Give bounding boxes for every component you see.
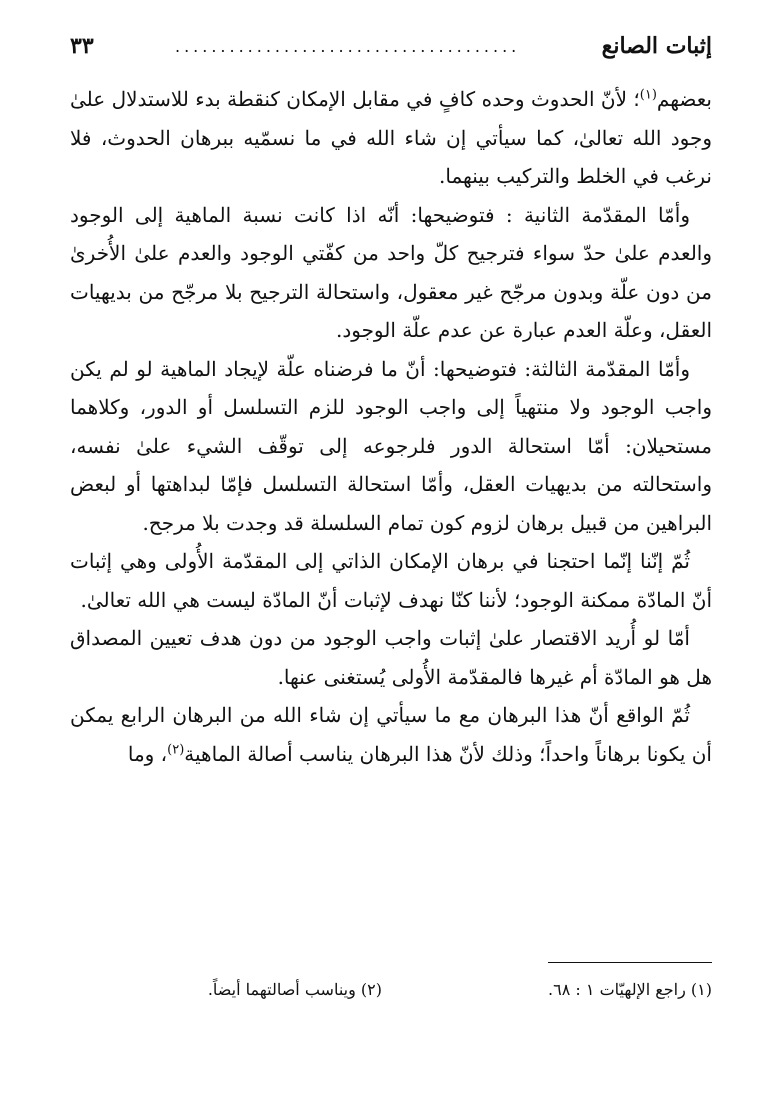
main-text (70, 80, 712, 773)
paragraph-6-start: ثُمّ الواقع أنّ هذا البرهان مع ما سيأتي إن شاء الله من البرهان الرابع يمكن أن يكونا برهاناً واحداً؛ وذلك لأنّ هذا البرهان يناسب أصالة الماهية (70, 703, 712, 766)
footnote-ref-2: (٢) (167, 741, 185, 757)
leader-dots: ...................................... (174, 36, 521, 56)
page-number: ٣٣ (70, 33, 94, 59)
running-header (70, 28, 712, 64)
paragraph-1 (70, 80, 712, 196)
chapter-title: إثبات الصانع (601, 33, 712, 59)
paragraph-3: وأمّا المقدّمة الثالثة: فتوضيحها: أنّ ما فرضناه علّة لإيجاد الماهية لو لم يكن واجب الوجود ولا منتهياً إلى واجب الوجود للزم التسلسل أو الدور، وكلاهما مستحيلان: أمّا استحالة الدور فلرجوعه إلى توقّف الشيء علىٰ نفسه، واستحالته من بديهيات العقل، وأمّا استحالة التسلسل فإمّا لبداهتها أو لبعض البراهين من قبيل برهان لزوم كون تمام السلسلة قد وجدت بلا مرجح. (70, 356, 712, 535)
paragraph-5: أمّا لو أُريد الاقتصار علىٰ إثبات واجب الوجود من دون هدف تعيين المصداق هل هو المادّة أم غيرها فالمقدّمة الأُولى يُستغنى عنها. (70, 626, 712, 689)
footnotes (120, 980, 712, 999)
paragraph-1-start: بعضهم (656, 87, 712, 111)
paragraph-6-rest: ، وما (127, 741, 168, 766)
footnote-ref-1: (١) (639, 87, 657, 103)
paragraph-2: وأمّا المقدّمة الثانية : فتوضيحها: أنّه اذا كانت نسبة الماهية إلى الوجود والعدم علىٰ حدّ سواء فترجيح كلّ واحد من كفّتي الوجود والعدم علىٰ الأُخرىٰ من دون علّة وبدون مرجّح غير معقول، واستحالة الترجيح بلا مرجّح من بديهيات العقل، وعلّة العدم عبارة عن عدم علّة الوجود. (70, 202, 712, 342)
footnote-divider (548, 962, 712, 963)
paragraph-4: ثُمّ إنّنا إنّما احتجنا في برهان الإمكان الذاتي إلى المقدّمة الأُولى وهي إثبات أنّ المادّة ممكنة الوجود؛ لأننا كنّا نهدف لإثبات أنّ المادّة ليست هي الله تعالىٰ. (70, 549, 712, 612)
footnote-2: (٢) ويناسب أصالتهما أيضاً. (207, 980, 382, 999)
footnote-1: (١) راجع الإلهيّات ١ : ٦٨. (548, 980, 712, 999)
paragraph-1-rest: ؛ لأنّ الحدوث وحده كافٍ في مقابل الإمكان كنقطة بدء للاستدلال علىٰ وجود الله تعالىٰ، كما سيأتي إن شاء الله في ما نسمّيه ببرهان الحدوث، فلا نرغب في الخلط والتركيب بينهما. (70, 87, 712, 188)
paragraph-6 (70, 696, 712, 773)
